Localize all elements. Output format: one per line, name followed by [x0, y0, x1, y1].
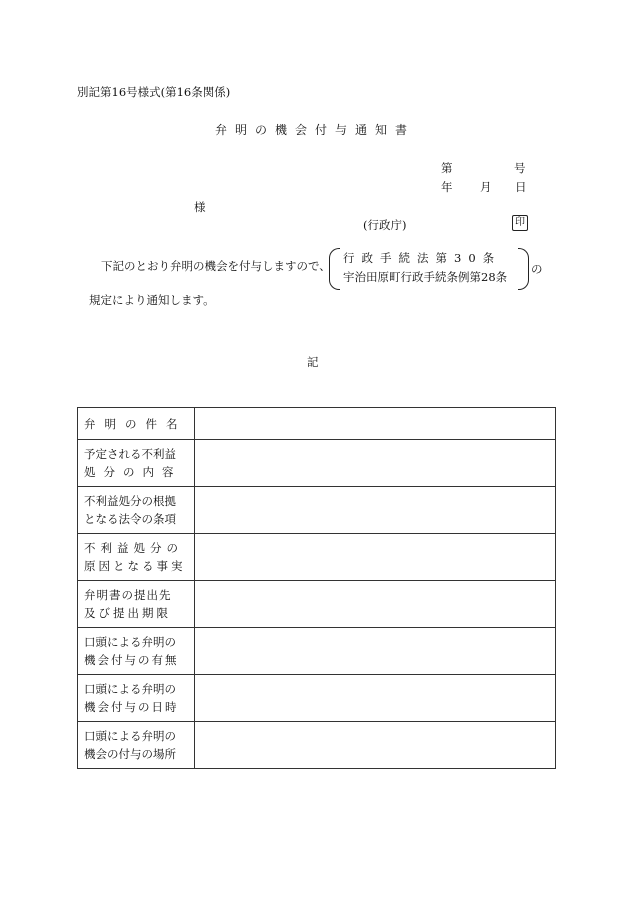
table-row	[78, 487, 556, 534]
details-table	[77, 407, 556, 769]
date-year-label: 年	[441, 180, 453, 194]
row-value-field[interactable]	[195, 534, 556, 581]
seal-mark: 印	[512, 215, 528, 231]
row-label: 不利益処分の 原因となる事実	[78, 534, 195, 581]
row-label: 口頭による弁明の 機会付与の有無	[78, 628, 195, 675]
row-label: 弁明書の提出先 及び提出期限	[78, 581, 195, 628]
agency-label: (行政庁)	[363, 218, 407, 232]
row-label: 口頭による弁明の 機会付与の日時	[78, 675, 195, 722]
left-brace	[329, 248, 340, 290]
row-value-field[interactable]	[195, 408, 556, 440]
body-text-part1: 下記のとおり弁明の機会を付与しますので、	[101, 259, 331, 273]
table-row	[78, 675, 556, 722]
table-row	[78, 581, 556, 628]
document-title: 弁明の機会付与通知書	[214, 123, 415, 137]
row-value-field[interactable]	[195, 487, 556, 534]
row-value-field[interactable]	[195, 440, 556, 487]
row-value-field[interactable]	[195, 675, 556, 722]
table-row	[78, 408, 556, 440]
table-row	[78, 722, 556, 769]
row-value-field[interactable]	[195, 581, 556, 628]
number-label-dai: 第	[441, 161, 453, 175]
row-label: 予定される不利益 処分の内容	[78, 440, 195, 487]
body-text-no: の	[531, 262, 543, 276]
law-brace-group	[329, 248, 529, 290]
law-reference-1: 行政手続法第30条	[343, 251, 502, 265]
table-row	[78, 628, 556, 675]
row-value-field[interactable]	[195, 722, 556, 769]
addressee-suffix: 様	[194, 200, 206, 214]
table-row	[78, 440, 556, 487]
body-text-part2: 規定により通知します。	[89, 293, 215, 307]
table-row	[78, 534, 556, 581]
right-brace	[518, 248, 529, 290]
row-value-field[interactable]	[195, 628, 556, 675]
date-day-label: 日	[515, 180, 527, 194]
date-month-label: 月	[480, 180, 492, 194]
law-reference-2: 宇治田原町行政手続条例第28条	[343, 270, 508, 284]
ki-heading: 記	[307, 355, 319, 369]
number-label-go: 号	[514, 161, 526, 175]
row-label: 口頭による弁明の 機会の付与の場所	[78, 722, 195, 769]
form-number: 別記第16号様式(第16条関係)	[77, 85, 231, 99]
row-label: 不利益処分の根拠 となる法令の条項	[78, 487, 195, 534]
row-label: 弁明の件名	[78, 408, 195, 440]
